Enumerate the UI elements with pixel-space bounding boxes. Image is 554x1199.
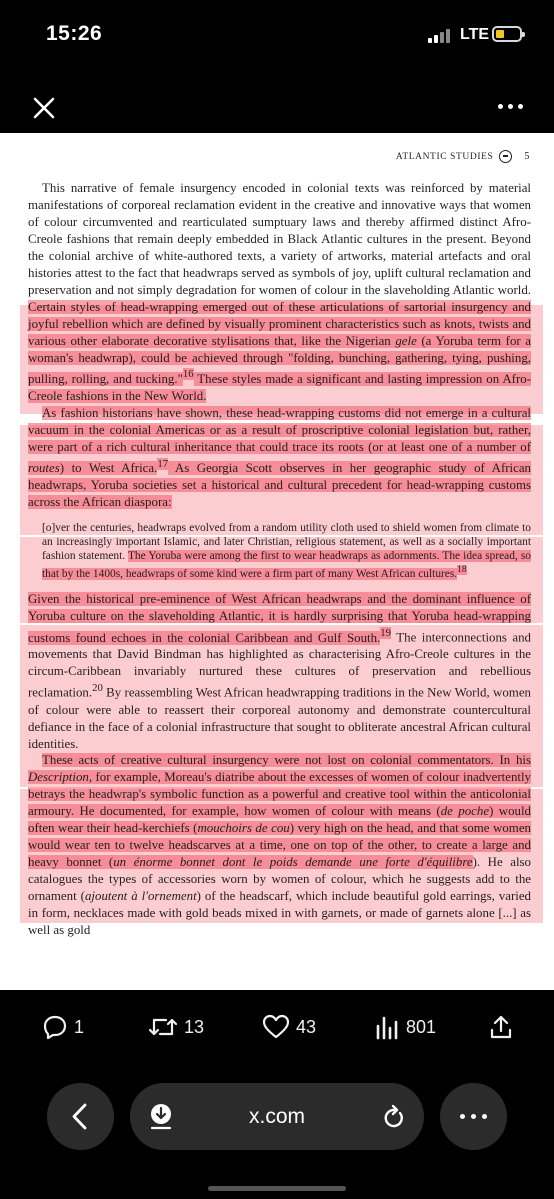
article-body <box>28 180 531 939</box>
reply-count: 1 <box>74 1016 85 1037</box>
menu-button[interactable] <box>440 1083 507 1150</box>
paragraph-4: These acts of creative cultural insurgency were not lost on colonial commentators. In his Description, for example, Moreau's diatribe about the excesses of women of colour inadvertently betrays the headwrap's symbolic function as a powerful and creative tool within the anticolonial armoury. He documented, for example, how women of colour with means (de poche) would often wear their head-kerchiefs (mouchoirs de cou) very high on the head, and that some women would wear ten to twelve headscarves at a time, one on top of the other, to create a large and heavy bonnet (un énorme bonnet dont le poids demande une forte d'équilibre). He also catalogues the types of accessories worn by women of colour, which he suggests add to the ornament (ajoutent à l'ornement) of the headscarf, which include beautiful gold earrings, varied in form, necklaces made with gold beads mixed in with garnets, or made of garnets alone [...] as well as gold <box>28 753 531 938</box>
network-label: LTE <box>460 26 490 43</box>
page-number: 5 <box>524 151 530 162</box>
repost-count: 13 <box>184 1016 205 1037</box>
share-button[interactable] <box>488 1014 514 1040</box>
reload-icon[interactable] <box>382 1104 406 1130</box>
paragraph-3: Given the historical pre-eminence of West African headwraps and the dominant influence of Yoruba culture on the slaveholding Atlantic, it is hardly surprising that Yoruba head-wrapping customs found echoes in the colonial Caribbean and Gulf South.$^{19}$ The interconnections and movements that David Bindman has highlighted as characterising Afro-Creole cultures in the circum-Caribbean invariably nurtured these cultures of preservation and rebellious reclamation.$^{20}$ By reassembling West African headwrapping traditions in the New World, women of colour were able to reassert their corporeal autonomy and demonstrate countercultural defiance in the face of a colonial infrastructure that sought to obliterate ancestral African cultural identities. <box>28 592 531 751</box>
like-button[interactable] <box>262 1014 316 1040</box>
footnote-ref: 17 <box>157 457 169 470</box>
journal-title: ATLANTIC STUDIES <box>395 151 494 162</box>
footnote-ref: 19 <box>380 627 392 640</box>
post-actions <box>0 1010 554 1046</box>
back-button[interactable] <box>47 1083 114 1150</box>
battery-icon <box>492 26 522 42</box>
article-image <box>0 133 554 990</box>
footnote-ref: 18 <box>457 565 467 576</box>
like-count: 43 <box>296 1016 317 1037</box>
status-time: 15:26 <box>46 22 103 45</box>
views-icon <box>374 1014 400 1040</box>
chevron-left-icon <box>47 1083 114 1150</box>
home-indicator[interactable] <box>208 1186 346 1191</box>
footnote-ref: 20 <box>92 682 103 695</box>
paragraph-2: As fashion historians have shown, these head-wrapping customs did not emerge in a cultural vacuum in the colonial Americas or as a result of proscriptive colonial legislation but, rather, were part of a rich cultural inheritance that could trace its roots (or at least one of a number of routes) to West Africa.$^{17}$ As Georgia Scott observes in her geographic study of African headwraps, Yoruba societies set a historical and cultural precedent for head-wrapping customs across the African diaspora: <box>28 405 531 509</box>
views-button[interactable] <box>374 1014 436 1040</box>
journal-logo-icon <box>499 150 512 163</box>
view-count: 801 <box>406 1016 437 1037</box>
repost-icon <box>148 1014 178 1040</box>
close-icon[interactable] <box>30 94 58 122</box>
share-icon <box>488 1014 514 1040</box>
url-text: x.com <box>248 1105 305 1128</box>
status-bar <box>0 0 554 70</box>
paragraph-1: This narrative of female insurgency encoded in colonial texts was reinforced by material manifestations of corporeal reclamation evident in the creative and innovative ways that women of colour circumvented and rearticulated sumptuary laws and thereby affirmed distinct Afro-Creole fashions that remain deeply embedded in Black Atlantic cultures in the present. Beyond the colonial archive of white-authored texts, a variety of artworks, material artefacts and oral histories attest to the fact that headwraps served as symbols of joy, uplift cultural reclamation and preservation and not simply degradation for women of colour in the slaveholding Atlantic world. Certain styles of head-wrapping emerged out of these articulations of sartorial insurgency and joyful rebellion which are defined by visually prominent characteristics such as knots, twists and various other elaborate decorative stylisations that, like the Nigerian gele (a Yoruba term for a woman's headwrap), could be achieved through "folding, bunching, gathering, tying, pushing, pulling, rolling, and tucking."$^{16}$ These styles made a significant and lasting impression on Afro-Creole fashions in the New World. <box>28 181 531 403</box>
reply-button[interactable] <box>42 1014 84 1040</box>
heart-icon <box>262 1014 290 1040</box>
reply-icon <box>42 1014 68 1040</box>
repost-button[interactable] <box>148 1014 204 1040</box>
footnote-ref: 16 <box>182 368 194 381</box>
block-quote: [o]ver the centuries, headwraps evolved from a random utility cloth used to shield women from climate to an increasingly important Islamic, and later Christian, religious statement, as well as a socially important fashion statement. The Yoruba were among the first to wear headwraps as adornments. The idea spread, so that by the 1400s, headwraps of some kind were a firm part of many West African cultures.$^{18}$ <box>42 521 531 581</box>
signal-icon <box>428 29 454 43</box>
url-bar[interactable] <box>130 1083 424 1150</box>
more-options-icon[interactable] <box>498 104 524 112</box>
running-head <box>396 150 530 163</box>
